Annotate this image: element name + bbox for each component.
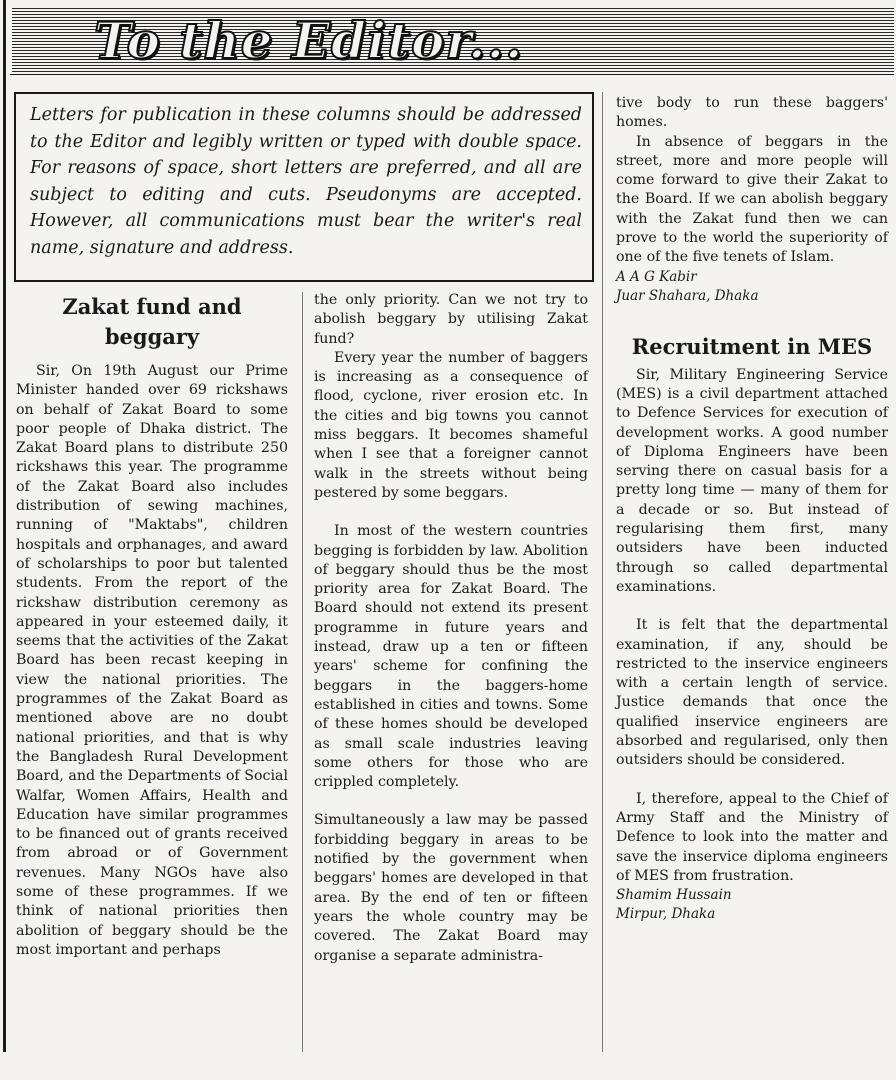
column-2	[314, 291, 588, 966]
letter-1-body-part-7: In absence of beggars in the street, more and more people will come forward to give their Zakat to the Board. If we can abolish beggary with the Zakat fund then we can prove to the world the superiority of one of the five tenets of Islam.	[616, 133, 888, 266]
left-column-rule	[3, 0, 6, 1052]
letter-1-signature-place: Juar Shahara, Dhaka	[616, 287, 759, 304]
letter-2-body-part-3: I, therefore, appeal to the Chief of Army Staff and the Ministry of Defence to look into the matter and save the inservice diploma engineers of MES from frustration.	[616, 790, 888, 884]
letter-1-body-part-2: the only priority. Can we not try to abolish beggary by utilising Zakat fund?	[314, 292, 588, 347]
letter-2-headline: Recruitment in MES	[631, 333, 873, 359]
letter-2-body-part-2: It is felt that the departmental examination, if any, should be restricted to the inservice engineers with a certain length of service. Justice demands that once the qualified inservice engineers are absorbed and regularised, only then outsiders should be considered.	[616, 617, 888, 769]
column-divider-2	[602, 92, 603, 1052]
section-title: To the Editor...	[94, 11, 524, 70]
column-3	[616, 94, 888, 924]
letter-1-signature	[616, 268, 888, 306]
column-1	[16, 292, 288, 960]
letter-2-signature	[616, 886, 888, 924]
submission-notice-box	[14, 92, 594, 282]
letter-1-headline: Zakat fund and beggary	[62, 294, 242, 349]
letter-1-body-part-5: Simultaneously a law may be passed forbidding beggary in areas to be notified by the government when beggars' homes are developed in that area. By the end of ten or fifteen years the whole country may be covered. The Zakat Board may organise a separate administra-	[314, 812, 588, 964]
column-divider-1	[302, 292, 303, 1052]
section-masthead	[12, 8, 894, 72]
letter-1-body-part-1: Sir, On 19th August our Prime Minister handed over 69 rickshaws on behalf of Zakat Board to some poor people of Dhaka district. The Zakat Board plans to distribute 250 rickshaws this year. The programme of the Zakat Board also includes distribution of sewing machines, running of "Maktabs", children hospitals and orphanages, and award of scholarships to poor but talented students. From the report of the rickshaw distribution ceremony as appeared in your esteemed daily, it seems that the activities of the Zakat Board has been recast keeping in view the national priorities. The programmes of the Zakat Board as mentioned above are no doubt national priorities, and that is why the Bangladesh Rural Development Board, and the Departments of Social Walfar, Women Affairs, Health and Education have similar programmes to be financed out of grants received from abroad or of Government revenues. Many NGOs have also some of these programmes. If we think of national priorities then abolition of beggary should be the most important and perhaps	[16, 363, 288, 958]
letter-1-signature-name: A A G Kabir	[616, 268, 697, 285]
masthead-underline	[10, 74, 894, 75]
letter-1-body-part-3: Every year the number of baggers is increasing as a consequence of flood, cyclone, river erosion etc. In the cities and big towns you cannot miss beggars. It becomes shameful when I see that a foreigner cannot walk in the streets without being pestered by some beggars.	[314, 349, 588, 501]
letter-1-body-part-4: In most of the western countries begging is forbidden by law. Abolition of beggary should thus be the most priority area for Zakat Board. The Board should not extend its present programme in future years and instead, draw up a ten or fifteen years' scheme for confining the beggars in the baggers-home established in cities and towns. Some of these homes should be developed as small scale industries leaving some others for those who are crippled completely.	[314, 523, 588, 791]
letter-2-signature-name: Shamim Hussain	[616, 887, 732, 904]
letter-2-signature-place: Mirpur, Dhaka	[616, 906, 716, 923]
letter-2-body-part-1: Sir, Military Engineering Service (MES) is a civil department attached to Defence Services for execution of development works. A good number of Diploma Engineers have been serving there on casual basis for a pretty long time — many of them for a decade or so. But instead of regularising them first, many outsiders have been inducted through so called departmental examinations.	[616, 366, 888, 595]
submission-notice-text: Letters for publication in these columns should be addressed to the Editor and legibly written or typed with double space. For reasons of space, short letters are preferred, and all are subject to editing and cuts. Pseudonyms are accepted. However, all communications must bear the writer's real name, signature and address.	[30, 105, 582, 258]
letter-1-body-part-6: tive body to run these baggers' homes.	[616, 95, 888, 131]
